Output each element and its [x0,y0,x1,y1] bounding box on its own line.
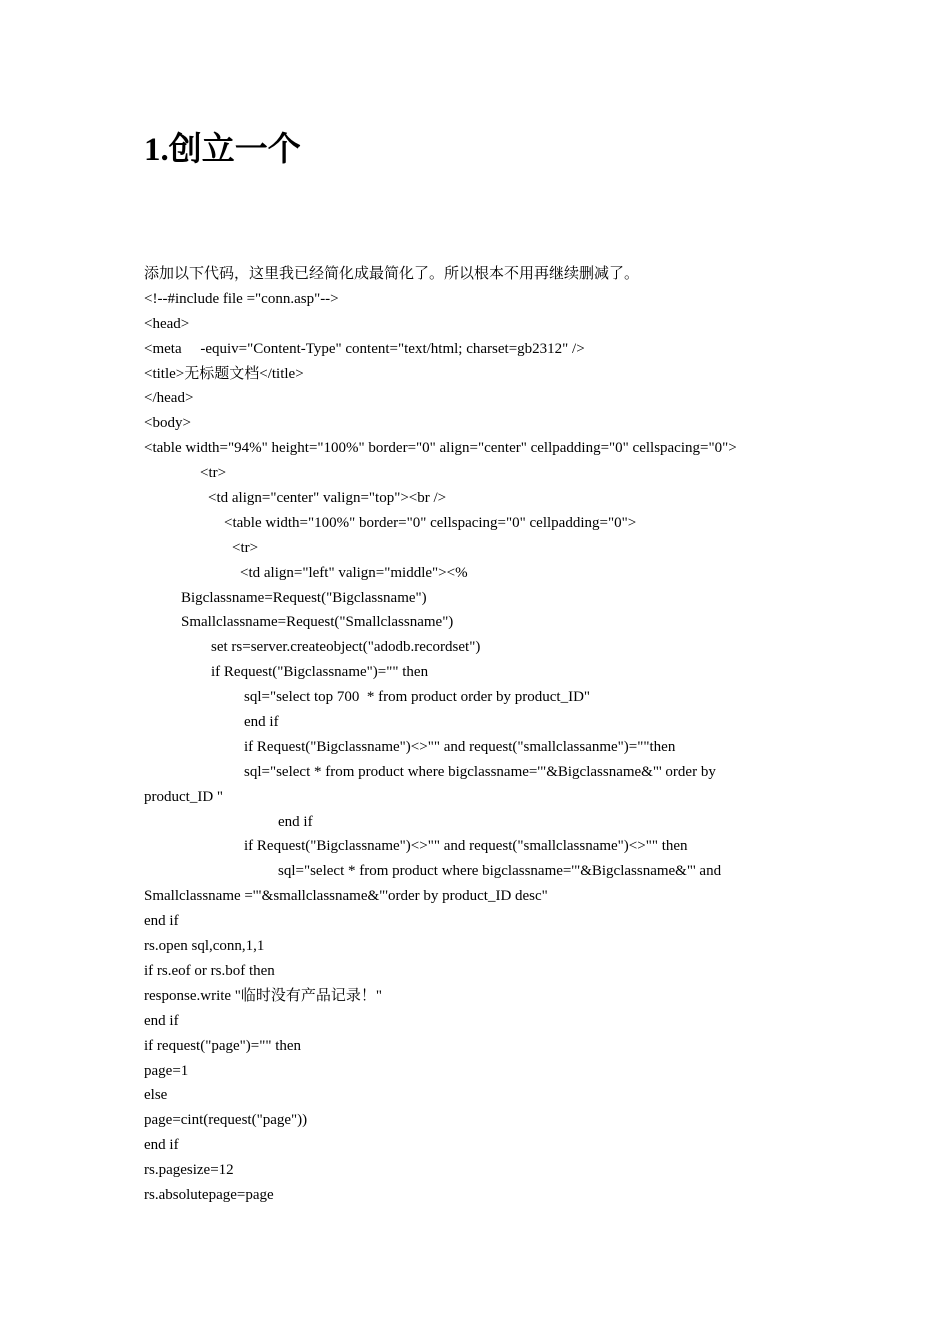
code-line: end if [144,913,179,930]
code-line: <table width="94%" height="100%" border="0" align="center" cellpadding="0" cellspacing="0"> [144,440,737,457]
code-line: if Request("Bigclassname")<>"" and request("smallclassanme")=""then [244,738,676,755]
code-line: if rs.eof or rs.bof then [144,962,275,979]
code-line: end if [144,1012,179,1029]
code-line: rs.pagesize=12 [144,1162,234,1179]
code-line: Bigclassname=Request("Bigclassname") [181,589,427,606]
code-line: <meta -equiv="Content-Type" content="text/html; charset=gb2312" /> [144,340,585,357]
code-line: sql="select * from product where bigclassname='"&Bigclassname&"' order by [244,763,716,780]
code-line: <td align="center" valign="top"><br /> [208,490,447,507]
code-line: set rs=server.createobject("adodb.recordset") [211,639,481,656]
code-line: <tr> [200,465,227,482]
code-line: product_ID " [144,788,224,805]
code-line: Smallclassname=Request("Smallclassname") [181,614,454,631]
code-line: <!--#include file ="conn.asp"--> [144,290,339,307]
document-body [144,262,784,1208]
code-line: end if [244,714,279,731]
code-line: sql="select top 700 * from product order by product_ID" [244,689,591,706]
code-line: if Request("Bigclassname")="" then [211,664,429,681]
code-line: page=1 [144,1062,189,1079]
code-line: Smallclassname ='"&smallclassname&"'order by product_ID desc" [144,888,548,905]
code-line: <head> [144,315,190,332]
code-line: end if [144,1137,179,1154]
code-line: else [144,1087,168,1104]
code-line: <table width="100%" border="0" cellspacing="0" cellpadding="0"> [224,514,637,531]
code-line: <body> [144,415,191,432]
code-line: rs.absolutepage=page [144,1186,274,1203]
code-line: rs.open sql,conn,1,1 [144,938,265,955]
code-line: page=cint(request("page")) [144,1112,308,1129]
intro-line: 添加以下代码，这里我已经简化成最简化了。所以根本不用再继续删减了。 [144,266,640,282]
page-title: 1.创立一个 [144,132,301,168]
code-line: </head> [144,390,194,407]
code-line: <td align="left" valign="middle"><% [240,564,468,581]
code-line: if Request("Bigclassname")<>"" and request("smallclassname")<>"" then [244,838,688,855]
code-line: <tr> [232,539,259,556]
code-line: if request("page")="" then [144,1037,302,1054]
code-line: <title>无标题文档</title> [144,365,304,382]
code-line: response.write "临时没有产品记录！" [144,987,383,1004]
code-line: sql="select * from product where bigclassname='"&Bigclassname&"' and [278,863,722,880]
code-line: end if [278,813,313,830]
